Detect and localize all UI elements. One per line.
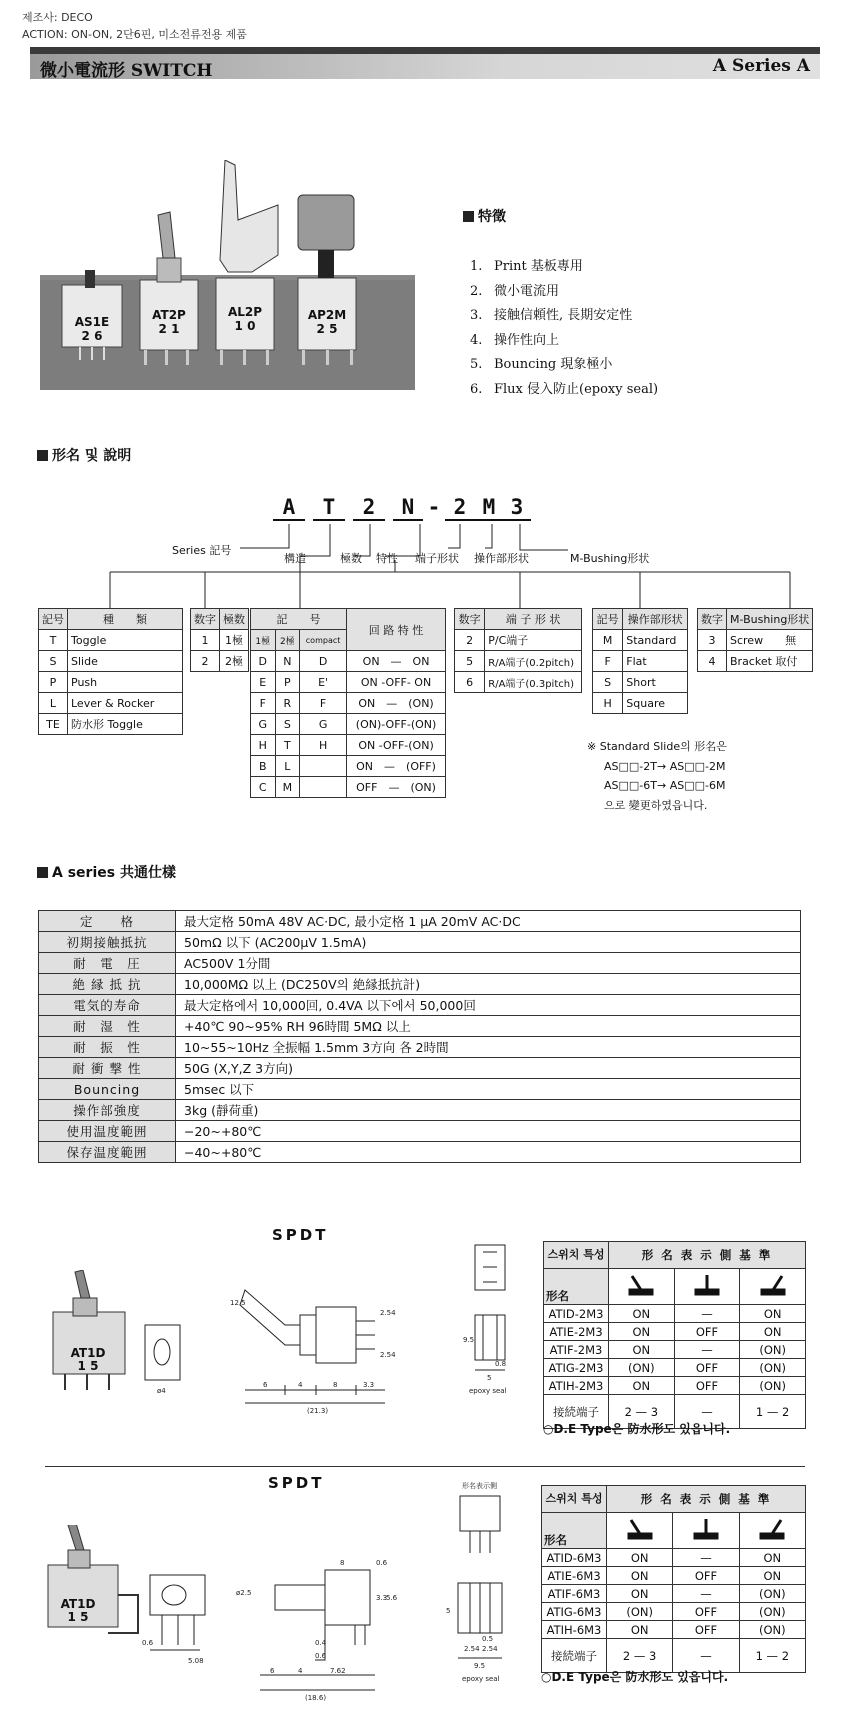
toggle-center-icon	[689, 1516, 723, 1542]
dim-label: 12.5	[230, 1299, 246, 1307]
table-row: 耐 湿 性 +40℃ 90~95% RH 96時間 5MΩ 以上	[39, 1016, 801, 1037]
table-row: L Lever & Rocker	[39, 693, 183, 714]
table-row: 接続端子 2 — 3 — 1 — 2	[544, 1395, 806, 1429]
pole-table: 数字 極数 1 1極 2 2極	[190, 608, 249, 672]
table-row: 定 格 最大定格 50mA 48V AC·DC, 最小定格 1 μA 20mV AC·DC	[39, 911, 801, 932]
dim-label: 0.6	[376, 1559, 388, 1567]
table-row: C M OFF — (ON)	[251, 777, 446, 798]
table-row: ATIH-2M3 ON OFF (ON)	[544, 1377, 806, 1395]
specs-title: A series 共通仕樣	[37, 862, 176, 882]
dim-label: 2.54	[380, 1309, 396, 1317]
features-list	[470, 255, 658, 402]
table-row: Bouncing 5msec 以下	[39, 1079, 801, 1100]
table-row: B L ON — (OFF)	[251, 756, 446, 777]
dim-label: ø2.5	[236, 1589, 252, 1597]
bushing-table: 数字 M-Bushing形状 3 Screw 無 4 Bracket 取付	[697, 608, 813, 672]
operator-table: 記号 操作部形状 M Standard F Flat S Short H Square	[592, 608, 688, 714]
table-row: 電気的寿命 最大定格에서 10,000回, 0.4VA 以下에서 50,000回	[39, 995, 801, 1016]
table-row: 3 Screw 無	[698, 630, 813, 651]
table-row: E P E' ON -OFF- ON	[251, 672, 446, 693]
square-bullet-icon	[37, 450, 48, 461]
model-code: 2 1	[158, 322, 180, 336]
dim-label: (18.6)	[305, 1694, 327, 1702]
table-row: 操作部強度 3kg (靜荷重)	[39, 1100, 801, 1121]
table-row: F Flat	[593, 651, 688, 672]
table-row: S Slide	[39, 651, 183, 672]
feature-item: 4. 操作性向上	[470, 332, 560, 348]
feature-item: 1. Print 基板專用	[470, 259, 583, 274]
label-structure: 構造	[284, 552, 306, 565]
dim-label: 5.6	[386, 1594, 398, 1602]
model-code: 2 5	[316, 322, 338, 336]
spdt-label-1: SPDT	[272, 1226, 329, 1244]
table-row: 耐 電 圧 AC500V 1分間	[39, 953, 801, 974]
table-row: 6 R/A端子(0.3pitch)	[455, 672, 582, 693]
action-text: ACTION: ON-ON, 2단6핀, 미소전류전용 제품	[22, 28, 247, 41]
divider	[45, 1466, 805, 1467]
table-row: 5 R/A端子(0.2pitch)	[455, 651, 582, 672]
feature-item: 2. 微小電流用	[470, 283, 560, 299]
part-code: A T 2 N - 2 M 3	[273, 495, 531, 521]
table-row: ATIE-6M3 ON OFF ON	[542, 1567, 806, 1585]
dim-label: 3.3	[363, 1381, 375, 1389]
dim-label: 4	[298, 1381, 303, 1389]
dim-label: 0.6	[142, 1639, 154, 1647]
dim-label: 5.08	[188, 1657, 204, 1665]
features-title: 特徵	[463, 206, 506, 226]
table-row: 初期接触抵抗 50mΩ 以下 (AC200μV 1.5mA)	[39, 932, 801, 953]
table-row: ATIG-6M3 (ON) OFF (ON)	[542, 1603, 806, 1621]
dim-label: 9.5	[463, 1336, 475, 1344]
dim-label: epoxy seal	[462, 1675, 500, 1683]
table-row: ATID-2M3 ON — ON	[544, 1305, 806, 1323]
label-series: Series 記号	[172, 544, 232, 557]
product-photo	[40, 160, 415, 390]
product-label: AT1D	[70, 1346, 106, 1360]
dim-label: ø4	[157, 1387, 166, 1395]
toggle-left-icon	[623, 1516, 657, 1542]
table-row: F R F ON — (ON)	[251, 693, 446, 714]
table-row: 2 2極	[191, 651, 249, 672]
spdt2-table: 스위치 특성 形 名 表 示 側 基 準 形名 ATID-6M3 ON — ON ATIE-6M3 ON OFF ON ATIF-6M3 ON — (ON) ATIG-6M3 (ON) OFF (ON) ATIH-6M3 ON OFF (ON) 接続端子 2 — 3 — 1 — 2	[541, 1485, 806, 1673]
dim-label: epoxy seal	[469, 1387, 507, 1395]
dim-label: 8	[340, 1559, 345, 1567]
page-title: 微小電流形 SWITCH	[40, 61, 213, 81]
table-row: ATIE-2M3 ON OFF ON	[544, 1323, 806, 1341]
spdt2-side-view	[440, 1478, 520, 1703]
table-row: ATIG-2M3 (ON) OFF (ON)	[544, 1359, 806, 1377]
model-name: AT2P	[152, 308, 186, 322]
model-code: 2 6	[81, 329, 103, 343]
dim-label: 5	[487, 1374, 492, 1382]
table-row: P Push	[39, 672, 183, 693]
terminal-table: 数字 端 子 形 状 2 P/C端子 5 R/A端子(0.2pitch) 6 R/A端子(0.3pitch)	[454, 608, 582, 693]
dim-label: 0.6	[315, 1652, 327, 1660]
maker-text: 제조사: DECO	[22, 11, 93, 24]
dim-label: 3.3	[376, 1594, 388, 1602]
toggle-right-icon	[755, 1516, 789, 1542]
product-label: AT1D	[60, 1597, 96, 1611]
toggle-right-icon	[756, 1272, 790, 1298]
spdt-label-2: SPDT	[268, 1474, 325, 1492]
label-poles: 極数	[340, 552, 362, 565]
table-row: 保存温度範囲 −40~+80℃	[39, 1142, 801, 1163]
product-code: 1 5	[67, 1610, 89, 1624]
table-row: 4 Bracket 取付	[698, 651, 813, 672]
type-table: 記号 種 類 T Toggle S Slide P Push L Lever & Rocker TE 防水形 Toggle	[38, 608, 183, 735]
dim-label: 2.54	[464, 1645, 480, 1653]
dim-label: 9.5	[474, 1662, 486, 1670]
dim-label: 形名表示側	[462, 1482, 497, 1490]
label-terminal: 端子形状	[415, 552, 459, 565]
spdt2-note: ○D.E Type은 防水形도 있읍니다.	[541, 1670, 729, 1684]
spdt1-table: 스위치 특성 形 名 表 示 側 基 準 形名 ATID-2M3 ON — ON ATIE-2M3 ON OFF ON ATIF-2M3 ON — (ON) ATIG-2M3 (ON) OFF (ON) ATIH-2M3 ON OFF (ON) 接続端子 2 — 3 — 1 — 2	[543, 1241, 806, 1429]
table-row: H Square	[593, 693, 688, 714]
table-row: T Toggle	[39, 630, 183, 651]
toggle-left-icon	[624, 1272, 658, 1298]
model-code: 1 0	[234, 319, 256, 333]
table-row: ATIF-6M3 ON — (ON)	[542, 1585, 806, 1603]
dim-label: 6	[263, 1381, 268, 1389]
dim-label: 8	[333, 1381, 338, 1389]
table-row: 使用温度範囲 −20~+80℃	[39, 1121, 801, 1142]
table-row: TE 防水形 Toggle	[39, 714, 183, 735]
square-bullet-icon	[463, 211, 474, 222]
label-characteristic: 特性	[376, 552, 398, 565]
table-row: M Standard	[593, 630, 688, 651]
table-row: G S G (ON)-OFF-(ON)	[251, 714, 446, 735]
label-bushing: M-Bushing形状	[570, 552, 650, 565]
table-row: 耐 振 性 10~55~10Hz 全振幅 1.5mm 3方向 各 2時間	[39, 1037, 801, 1058]
dim-label: 5	[446, 1607, 451, 1615]
feature-item: 6. Flux 侵入防止(epoxy seal)	[470, 381, 659, 397]
table-row: D N D ON — ON	[251, 651, 446, 672]
slide-note: ※ Standard Slide의 形名은 AS□□-2T→ AS□□-2M AS□□-6T→ AS□□-6M 으로 變更하였읍니다.	[587, 740, 727, 812]
square-bullet-icon	[37, 867, 48, 878]
table-row: S Short	[593, 672, 688, 693]
spdt1-note: ○D.E Type은 防水形도 있읍니다.	[543, 1422, 731, 1436]
table-row: 1 1極	[191, 630, 249, 651]
dim-label: 2.54	[482, 1645, 498, 1653]
model-name: AL2P	[227, 305, 263, 319]
product-code: 1 5	[77, 1359, 99, 1373]
dim-label: 2.54	[380, 1351, 396, 1359]
spdt1-side-view	[455, 1240, 525, 1410]
spdt2-drawing	[140, 1545, 450, 1705]
dim-label: 7.62	[330, 1667, 346, 1675]
label-operator: 操作部形状	[474, 552, 529, 565]
toggle-center-icon	[690, 1272, 724, 1298]
dim-label: 0.5	[482, 1635, 494, 1643]
table-row: ATID-6M3 ON — ON	[542, 1549, 806, 1567]
table-row: ATIH-6M3 ON OFF (ON)	[542, 1621, 806, 1639]
table-row: 2 P/C端子	[455, 630, 582, 651]
feature-item: 3. 接触信頼性, 長期安定性	[470, 308, 633, 323]
dim-label: 0.8	[495, 1360, 507, 1368]
series-title: A Series A	[712, 56, 810, 76]
table-row: 耐 衝 撃 性 50G (X,Y,Z 3方向)	[39, 1058, 801, 1079]
specs-table	[38, 910, 801, 1163]
model-name: AP2M	[307, 308, 347, 322]
dim-label: (21.3)	[307, 1407, 329, 1415]
table-row: 接続端子 2 — 3 — 1 — 2	[542, 1639, 806, 1673]
dim-label: 6	[270, 1667, 275, 1675]
feature-item: 5. Bouncing 現象極小	[470, 357, 613, 372]
table-row: H T H ON -OFF-(ON)	[251, 735, 446, 756]
model-name: AS1E	[74, 315, 110, 329]
title-bar	[30, 47, 820, 81]
dim-label: 0.4	[315, 1639, 327, 1647]
table-row: ATIF-2M3 ON — (ON)	[544, 1341, 806, 1359]
naming-title: 形名 및 說明	[37, 445, 131, 465]
circuit-table: 記 号 回 路 特 性 1極 2極 compact D N D ON — ON E P E' ON -OFF- ON F R F ON — (ON) G S G (ON)-OFF-(ON) H T H ON -OFF-(ON) B L ON — (OFF) C M OFF — (ON)	[250, 608, 446, 798]
table-row: 絶 縁 抵 抗 10,000MΩ 以上 (DC250V의 絶縁抵抗計)	[39, 974, 801, 995]
dim-label: 4	[298, 1667, 303, 1675]
